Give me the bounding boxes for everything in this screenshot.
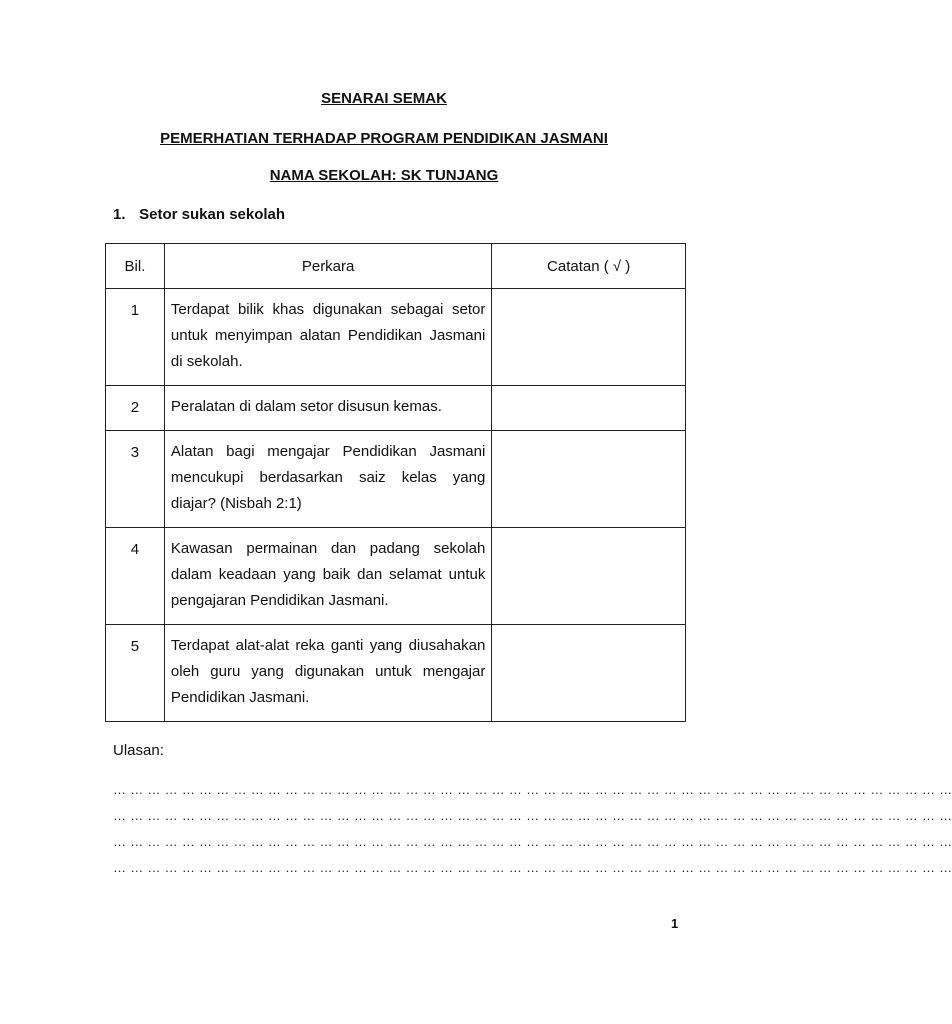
row-catatan-cell[interactable] bbox=[492, 289, 686, 386]
row-item-text: Terdapat bilik khas digunakan sebagai setor untuk menyimpan alatan Pendidikan Jasmani di sekolah. bbox=[170, 301, 486, 370]
row-item-text: Alatan bagi mengajar Pendidikan Jasmani mencukupi berdasarkan saiz kelas yang diajar? (Nisbah 2:1) bbox=[170, 443, 486, 512]
section-title: Setor sukan sekolah bbox=[139, 206, 286, 223]
row-number: 2 bbox=[106, 386, 165, 431]
table-row bbox=[106, 386, 686, 431]
row-item bbox=[164, 386, 491, 431]
row-item bbox=[164, 431, 491, 528]
document-title: SENARAI SEMAK bbox=[321, 90, 447, 107]
checklist-table bbox=[105, 243, 686, 722]
header-bil: Bil. bbox=[106, 244, 165, 289]
header-perkara: Perkara bbox=[164, 244, 491, 289]
table-row bbox=[106, 289, 686, 386]
row-number: 4 bbox=[106, 528, 165, 625]
section-heading bbox=[113, 206, 285, 223]
row-number: 1 bbox=[106, 289, 165, 386]
school-name: NAMA SEKOLAH: SK TUNJANG bbox=[269, 167, 499, 184]
row-item bbox=[164, 625, 491, 722]
ulasan-line[interactable]: … … … … … … … … … … … … … … … … … … … … … … … … … … … … … … … … … … … … … … … … … … … … … … … … … bbox=[113, 808, 952, 823]
table-header-row bbox=[106, 244, 686, 289]
table-row bbox=[106, 431, 686, 528]
ulasan-label: Ulasan: bbox=[113, 742, 164, 759]
row-number: 5 bbox=[106, 625, 165, 722]
ulasan-line[interactable]: … … … … … … … … … … … … … … … … … … … … … … … … … … … … … … … … … … … … … … … … … … … … … … … … … bbox=[113, 834, 952, 849]
row-number: 3 bbox=[106, 431, 165, 528]
table-row bbox=[106, 625, 686, 722]
row-catatan-cell[interactable] bbox=[492, 386, 686, 431]
row-item bbox=[164, 289, 491, 386]
row-item bbox=[164, 528, 491, 625]
row-item-text: Kawasan permainan dan padang sekolah dalam keadaan yang baik dan selamat untuk pengajaran Pendidikan Jasmani. bbox=[170, 540, 486, 609]
row-catatan-cell[interactable] bbox=[492, 528, 686, 625]
ulasan-line[interactable]: … … … … … … … … … … … … … … … … … … … … … … … … … … … … … … … … … … … … … … … … … … … … … … … … … bbox=[113, 860, 952, 875]
section-number: 1. bbox=[113, 206, 126, 223]
table-row bbox=[106, 528, 686, 625]
row-item-text: Terdapat alat-alat reka ganti yang diusahakan oleh guru yang digunakan untuk mengajar Pendidikan Jasmani. bbox=[170, 637, 486, 706]
ulasan-line[interactable]: … … … … … … … … … … … … … … … … … … … … … … … … … … … … … … … … … … … … … … … … … … … … … … … … … bbox=[113, 782, 952, 797]
row-item-text: Peralatan di dalam setor disusun kemas. bbox=[170, 398, 442, 415]
row-catatan-cell[interactable] bbox=[492, 625, 686, 722]
page-number: 1 bbox=[671, 916, 679, 931]
document-subtitle: PEMERHATIAN TERHADAP PROGRAM PENDIDIKAN JASMANI bbox=[160, 130, 608, 147]
header-catatan: Catatan ( √ ) bbox=[492, 244, 686, 289]
row-catatan-cell[interactable] bbox=[492, 431, 686, 528]
